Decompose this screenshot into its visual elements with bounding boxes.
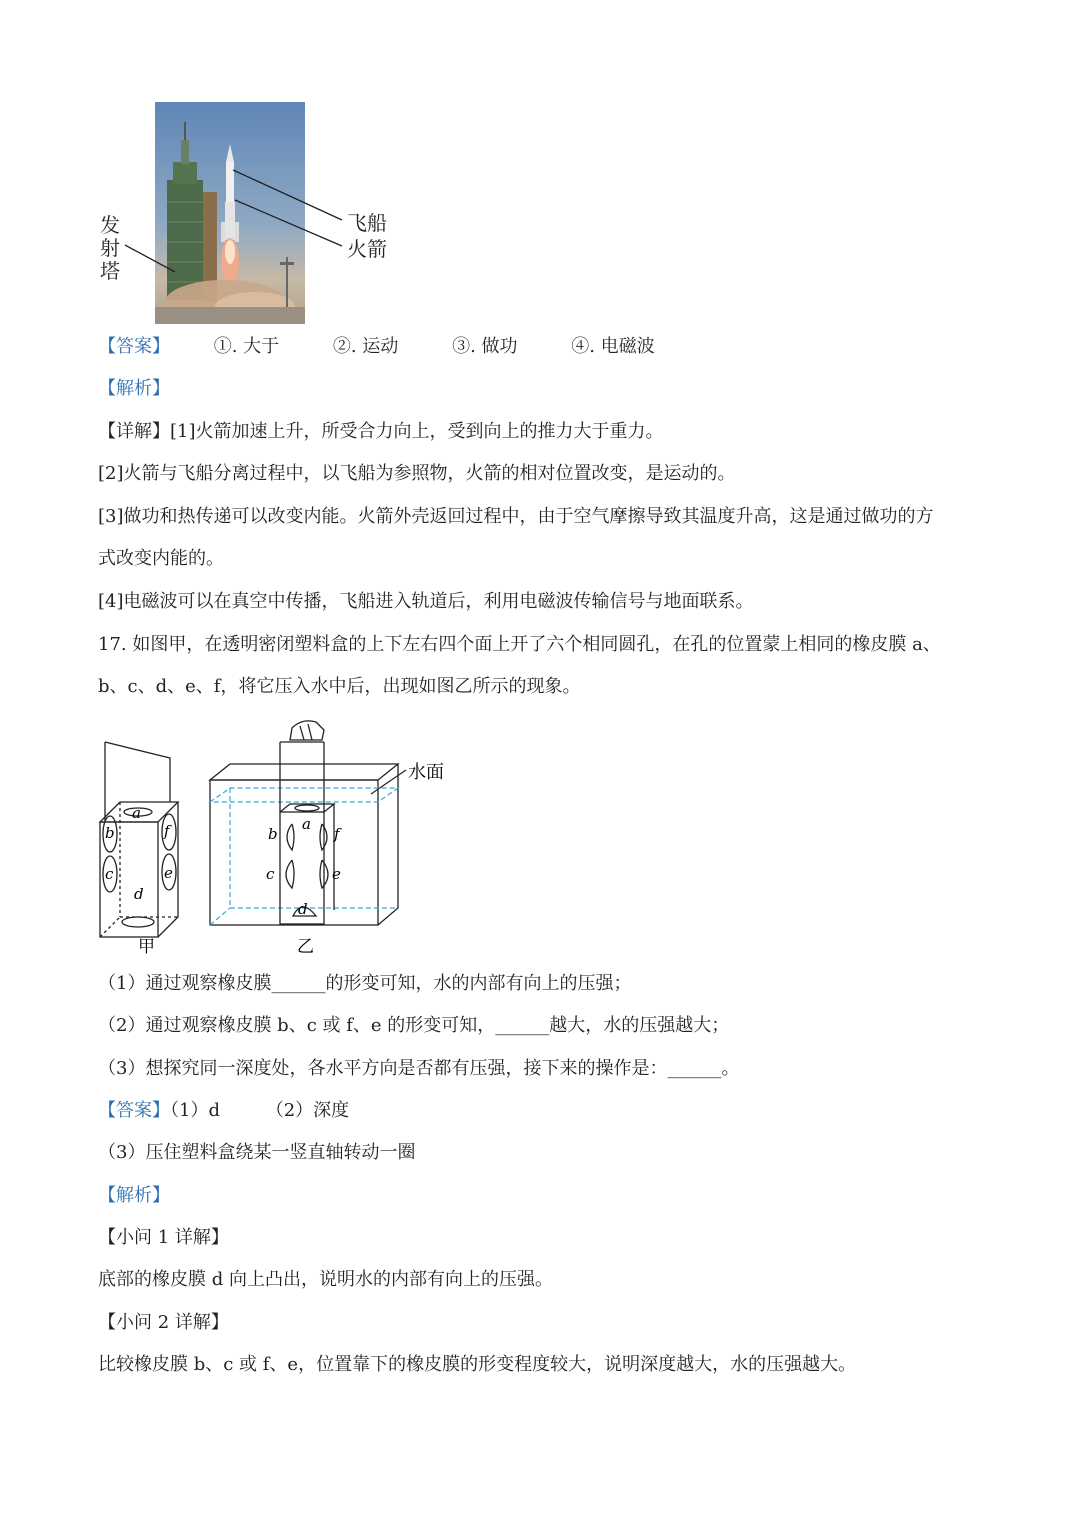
answer-item: （2）深度 — [265, 1100, 350, 1121]
detail-line-4: [4]电磁波可以在真空中传播，飞船进入轨道后，利用电磁波传输信号与地面联系。 — [98, 591, 754, 612]
sub2-text: 比较橡皮膜 b、c 或 f、e，位置靠下的橡皮膜的形变程度较大，说明深度越大，水的压强越大。 — [98, 1354, 857, 1375]
figure-caption-left: 甲 — [138, 937, 155, 957]
answer-item: ④. 电磁波 — [571, 336, 655, 357]
membrane-label-b: b — [105, 824, 115, 842]
membrane-label-d: d — [134, 885, 144, 903]
water-surface-label: 水面 — [408, 762, 444, 783]
ship-label: 飞船 — [347, 211, 387, 235]
analysis-tag: 【解析】 — [98, 1185, 170, 1206]
q17-stem-b: b、c、d、e、f，将它压入水中后，出现如图乙所示的现象。 — [98, 676, 581, 697]
rocket-leader-lines — [120, 160, 360, 290]
rubber-membrane-figure — [90, 712, 470, 957]
sub1-tag: 【小问 1 详解】 — [98, 1227, 229, 1248]
detail-line-2: [2]火箭与飞船分离过程中，以飞船为参照物，火箭的相对位置改变，是运动的。 — [98, 463, 736, 484]
answer-item: ②. 运动 — [332, 336, 399, 357]
q16-answer-line — [98, 335, 655, 359]
membrane-label-a: a — [132, 804, 141, 822]
detail-line-1 — [98, 420, 664, 444]
answer-item: ③. 做功 — [452, 336, 518, 357]
membrane-label-a: a — [302, 815, 311, 833]
q17-subquestion-1: （1）通过观察橡皮膜______的形变可知，水的内部有向上的压强； — [98, 973, 632, 994]
q17-stem-a: 17. 如图甲，在透明密闭塑料盒的上下左右四个面上开了六个相同圆孔，在孔的位置蒙上相同的橡皮膜 a、 — [98, 634, 941, 655]
detail-line-3b: 式改变内能的。 — [98, 548, 224, 569]
tower-label-1: 发 — [100, 213, 120, 237]
detail-text: [1]火箭加速上升，所受合力向上，受到向上的推力大于重力。 — [170, 421, 664, 442]
membrane-label-f: f — [334, 825, 340, 843]
membrane-label-c: c — [266, 865, 275, 883]
answer-tag: 【答案】 — [98, 336, 170, 357]
membrane-label-f: f — [164, 822, 170, 840]
membrane-label-e: e — [164, 864, 173, 882]
detail-tag: 【详解】 — [98, 421, 170, 442]
rocket-label: 火箭 — [347, 237, 387, 261]
analysis-tag: 【解析】 — [98, 378, 170, 399]
sub2-tag: 【小问 2 详解】 — [98, 1312, 229, 1333]
answer-tag: 【答案】 — [98, 1100, 170, 1121]
membrane-label-d: d — [298, 900, 308, 918]
tower-label-3: 塔 — [100, 259, 120, 283]
q17-answer-3: （3）压住塑料盒绕某一竖直轴转动一圈 — [98, 1142, 416, 1163]
sub1-text: 底部的橡皮膜 d 向上凸出，说明水的内部有向上的压强。 — [98, 1269, 553, 1290]
membrane-label-b: b — [268, 825, 278, 843]
answer-item: ①. 大于 — [213, 336, 280, 357]
q17-subquestion-3: （3）想探究同一深度处，各水平方向是否都有压强，接下来的操作是：______。 — [98, 1058, 740, 1079]
q17-subquestion-2: （2）通过观察橡皮膜 b、c 或 f、e 的形变可知，______越大，水的压强越大； — [98, 1015, 730, 1036]
q17-answer-line — [98, 1099, 349, 1123]
membrane-label-e: e — [332, 865, 341, 883]
detail-line-3a: [3]做功和热传递可以改变内能。火箭外壳返回过程中，由于空气摩擦导致其温度升高，这是通过做功的方 — [98, 506, 934, 527]
tower-label-2: 射 — [100, 236, 120, 260]
answer-item: （1）d — [170, 1100, 220, 1121]
membrane-label-c: c — [105, 865, 114, 883]
figure-caption-right: 乙 — [297, 937, 314, 957]
